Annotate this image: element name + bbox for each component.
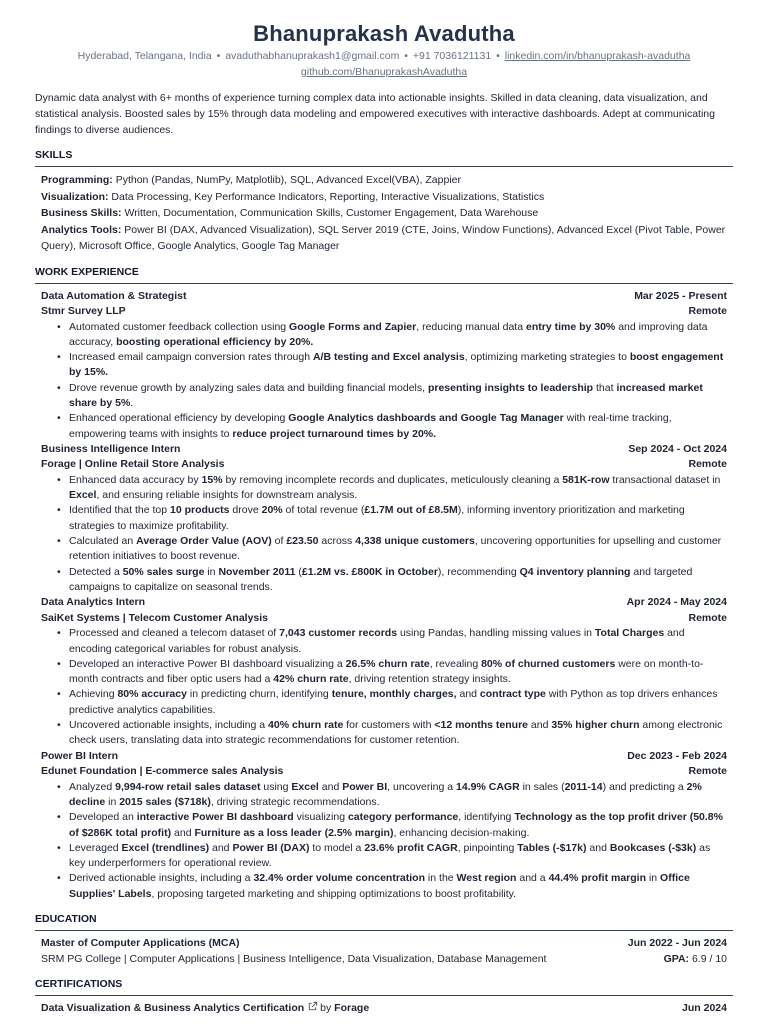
bullet-text: ), informing inventory prioritization and marketing strategies to maximize profitability. bbox=[69, 504, 685, 532]
bullet-text: and bbox=[209, 841, 233, 854]
bullet-item bbox=[69, 841, 727, 872]
bullet-text: , driving retention strategy insights. bbox=[348, 673, 511, 686]
job-title: Power BI Intern bbox=[41, 749, 119, 762]
bullet-text: Increased email campaign conversion rates through bbox=[69, 351, 313, 364]
bullet-text: Processed and cleaned a telecom dataset of bbox=[69, 627, 280, 640]
separator: • bbox=[216, 50, 221, 62]
bullet-highlight: Office Supplies' Labels bbox=[69, 872, 690, 900]
bullet-text: Detected a bbox=[69, 565, 123, 578]
bullet-highlight: A/B testing and Excel analysis bbox=[312, 351, 465, 364]
bullet-text: Automated customer feedback collection using bbox=[69, 320, 290, 333]
job-company: Forage | Online Retail Store Analysis bbox=[41, 458, 225, 471]
bullet-text: among electronic check users, translating data into strategic recommendations for customer retention. bbox=[69, 719, 723, 747]
bullet-item bbox=[69, 565, 727, 596]
bullet-highlight: 14.9% CAGR bbox=[456, 780, 520, 793]
bullet-text: Uncovered actionable insights, including a bbox=[69, 719, 269, 732]
bullet-item bbox=[69, 473, 727, 504]
bullet-item bbox=[69, 534, 727, 565]
separator: • bbox=[404, 50, 408, 62]
bullet-highlight: contract type bbox=[479, 688, 546, 701]
bullet-text: as key underperformers for operational review. bbox=[69, 841, 711, 870]
job-location: Remote bbox=[688, 305, 727, 317]
bullet-text: Leveraged bbox=[69, 841, 122, 854]
bullet-highlight: 15% bbox=[201, 473, 223, 486]
bullet-text: , pinpointing bbox=[457, 841, 518, 854]
bullet-text: using Pandas, handling missing values in bbox=[397, 627, 595, 640]
job-bullets bbox=[41, 626, 727, 748]
bullet-highlight: category performance bbox=[347, 811, 459, 824]
bullet-item bbox=[69, 503, 727, 534]
gpa bbox=[664, 952, 727, 968]
skill-line bbox=[41, 189, 727, 206]
bullet-text: with Python as top drivers enhances predictive analytics capabilities. bbox=[69, 688, 718, 716]
skill-value: Written, Documentation, Communication Skills, Customer Engagement, Data Warehouse bbox=[124, 207, 539, 219]
degree-title: Master of Computer Applications (MCA) bbox=[41, 937, 240, 949]
bullet-text: drove bbox=[229, 504, 262, 517]
job-company: Edunet Foundation | E-commerce sales Analysis bbox=[41, 765, 284, 778]
job-company-row bbox=[41, 304, 727, 320]
skill-label: Visualization: bbox=[41, 190, 109, 203]
bullet-highlight: Average Order Value (AOV) bbox=[136, 535, 272, 548]
bullet-text: , uncovering opportunities for upselling and customer retention initiatives to boost revenue. bbox=[69, 535, 722, 563]
skill-label: Programming: bbox=[41, 174, 113, 186]
bullet-text: , and ensuring reliable insights for downstream analysis. bbox=[96, 489, 358, 502]
gpa-label: GPA: bbox=[663, 952, 690, 965]
bullet-highlight: 4,338 unique customers bbox=[355, 535, 475, 548]
bullet-text: , proposing targeted marketing and shipping optimizations to boost profitability. bbox=[151, 887, 517, 900]
job-company: Stmr Survey LLP bbox=[41, 305, 126, 317]
bullet-highlight: 2011-14 bbox=[564, 780, 603, 793]
bullet-text: , identifying bbox=[458, 811, 515, 824]
bullet-text: Identified that the top bbox=[69, 504, 170, 517]
bullet-text: to model a bbox=[309, 841, 365, 854]
bullet-highlight: 2% decline bbox=[69, 780, 702, 808]
candidate-name: Bhanuprakash Avadutha bbox=[253, 21, 515, 46]
bullet-highlight: tenure, monthly charges, bbox=[331, 688, 457, 701]
bullet-text: with real-time tracking, empowering teams with insights to bbox=[69, 412, 672, 440]
education-dates: Jun 2022 - Jun 2024 bbox=[627, 937, 727, 949]
bullet-text: and bbox=[528, 719, 552, 732]
bullet-text: Enhanced operational efficiency by developing bbox=[69, 412, 289, 425]
bullet-text: that bbox=[593, 381, 617, 394]
job-location: Remote bbox=[688, 765, 727, 778]
bullet-text: and bbox=[318, 780, 343, 793]
bullet-highlight: Google Analytics dashboards and Google Tag Manager bbox=[288, 412, 564, 425]
bullet-highlight: Bookcases (-$3k) bbox=[609, 841, 697, 854]
bullet-highlight: 26.5% churn rate bbox=[345, 657, 430, 670]
job-company-row bbox=[41, 611, 727, 627]
certification-entry bbox=[35, 996, 733, 1017]
bullet-text: and bbox=[586, 841, 610, 854]
bullet-highlight: boost engagement by 15%. bbox=[69, 351, 724, 379]
job-bullets bbox=[41, 473, 727, 595]
bullet-highlight: Tables (-$17k) bbox=[517, 841, 587, 854]
bullet-highlight: £1.2M vs. £800K in October bbox=[301, 565, 438, 578]
certification-by: by bbox=[320, 1002, 332, 1014]
bullet-text: visualizing bbox=[293, 811, 348, 824]
job-entry bbox=[35, 442, 733, 595]
bullet-highlight: Q4 inventory planning bbox=[519, 565, 631, 578]
bullet-text: in bbox=[204, 565, 219, 578]
skill-label: Business Skills: bbox=[41, 207, 122, 219]
bullet-text: , revealing bbox=[429, 657, 482, 670]
bullet-text: and bbox=[456, 688, 480, 701]
bullet-text: for customers with bbox=[343, 719, 435, 732]
bullet-text: in predicting churn, identifying bbox=[186, 688, 332, 701]
education-details: SRM PG College | Computer Applications | Business Intelligence, Data Visualization, Database Management bbox=[41, 952, 547, 965]
job-dates: Mar 2025 - Present bbox=[634, 289, 727, 302]
section-title-skills: SKILLS bbox=[35, 148, 733, 167]
bullet-highlight: 35% higher churn bbox=[551, 719, 640, 732]
bullet-item bbox=[69, 657, 727, 688]
job-dates: Sep 2024 - Oct 2024 bbox=[628, 442, 727, 455]
skill-value: Python (Pandas, NumPy, Matplotlib), SQL, Advanced Excel(VBA), Zappier bbox=[115, 174, 461, 186]
skill-value: Power BI (DAX, Advanced Visualization), SQL Server 2019 (CTE, Joins, Window Functions), Advanced Excel (Pivot Table, Power Query), Microsoft Office, Google Analytics, Google Tag Manager bbox=[41, 223, 726, 252]
bullet-item bbox=[69, 626, 727, 657]
bullet-text: Calculated an bbox=[69, 535, 137, 548]
certification-row bbox=[41, 1001, 727, 1017]
job-title-row bbox=[41, 442, 727, 458]
job-title-row bbox=[41, 749, 727, 765]
bullet-highlight: £1.7M out of £8.5M bbox=[364, 504, 458, 517]
bullet-highlight: entry time by 30% bbox=[525, 320, 616, 333]
bullet-text: and improving data accuracy, bbox=[69, 320, 708, 348]
skill-line bbox=[41, 205, 727, 222]
job-dates: Dec 2023 - Feb 2024 bbox=[627, 749, 727, 762]
bullet-highlight: <12 months tenure bbox=[434, 719, 529, 732]
bullet-item bbox=[69, 320, 727, 351]
bullet-text: , enhancing decision-making. bbox=[393, 826, 530, 839]
section-title-certifications: CERTIFICATIONS bbox=[35, 977, 733, 996]
bullet-text: Enhanced data accuracy by bbox=[69, 473, 202, 486]
bullet-highlight: 80% of churned customers bbox=[481, 657, 616, 670]
bullet-text: and bbox=[171, 826, 195, 839]
education-header-row bbox=[41, 936, 727, 952]
bullet-text: in sales ( bbox=[519, 780, 565, 793]
job-entry bbox=[35, 289, 733, 442]
gpa-value: 6.9 / 10 bbox=[691, 952, 727, 965]
bullet-text: Developed an bbox=[69, 811, 137, 824]
section-title-work: WORK EXPERIENCE bbox=[35, 265, 733, 284]
bullet-text: , driving strategic recommendations. bbox=[210, 795, 380, 808]
job-location: Remote bbox=[688, 458, 727, 471]
certification-issuer: Forage bbox=[334, 1002, 370, 1014]
bullet-text: , optimizing marketing strategies to bbox=[464, 351, 630, 364]
job-entry bbox=[35, 749, 733, 902]
job-company: SaiKet Systems | Telecom Customer Analysis bbox=[41, 611, 269, 624]
bullet-text: in the bbox=[425, 872, 457, 885]
job-company-row bbox=[41, 764, 727, 780]
bullet-item bbox=[69, 687, 727, 718]
bullet-item bbox=[69, 810, 727, 841]
bullet-highlight: 80% accuracy bbox=[117, 688, 187, 701]
bullet-highlight: 10 products bbox=[170, 504, 230, 517]
bullet-text: by removing incomplete records and duplicates, meticulously cleaning a bbox=[222, 473, 563, 486]
bullet-text: and targeted campaigns to capitalize on seasonal trends. bbox=[69, 565, 693, 593]
bullet-highlight: 40% churn rate bbox=[268, 719, 344, 732]
bullet-text: and a bbox=[516, 872, 549, 885]
job-entry bbox=[35, 595, 733, 748]
summary-text: Dynamic data analyst with 6+ months of experience turning complex data into actionable insights. Skilled in data cleaning, data visualization, and statistical analysis. Boosted sales by 15% through data modeling and empowered executives with interactive dashboards. Adept at communicating findings to diverse audiences. bbox=[35, 92, 715, 136]
contact-line bbox=[35, 48, 733, 64]
skill-label: Analytics Tools: bbox=[41, 223, 122, 236]
certification-name[interactable]: Data Visualization & Business Analytics Certification bbox=[41, 1002, 305, 1014]
education-detail-row bbox=[41, 952, 727, 968]
skill-line bbox=[41, 172, 727, 189]
job-company-row bbox=[41, 457, 727, 473]
phone-text: +91 7036121131 bbox=[412, 50, 492, 62]
section-title-education: EDUCATION bbox=[35, 912, 733, 931]
job-bullets bbox=[41, 320, 727, 442]
bullet-item bbox=[69, 350, 727, 381]
bullet-text: ( bbox=[295, 565, 302, 578]
contact-line-2 bbox=[35, 64, 733, 80]
bullet-highlight: 44.4% profit margin bbox=[548, 872, 647, 885]
bullet-highlight: 20% bbox=[261, 504, 283, 517]
external-link-icon[interactable] bbox=[307, 1001, 318, 1012]
certification-line bbox=[41, 1001, 369, 1017]
bullet-text: , reducing manual data bbox=[416, 320, 526, 333]
github-link[interactable]: github.com/BhanuprakashAvadutha bbox=[300, 66, 468, 78]
bullet-text: were on month-to-month contracts and fiber optic users had a bbox=[69, 657, 704, 686]
bullet-text: Analyzed bbox=[69, 780, 116, 793]
job-title-row bbox=[41, 289, 727, 305]
bullet-highlight: 42% churn rate bbox=[273, 673, 349, 686]
bullet-item bbox=[69, 411, 727, 442]
bullet-text: transactional dataset in bbox=[609, 473, 721, 486]
bullet-highlight: 32.4% order volume concentration bbox=[253, 872, 426, 885]
bullet-text: ) and predicting a bbox=[602, 780, 687, 793]
bullet-highlight: interactive Power BI dashboard bbox=[136, 811, 294, 824]
bullet-highlight: Furniture as a loss leader (2.5% margin) bbox=[194, 826, 394, 839]
bullet-highlight: 2015 sales ($718k) bbox=[119, 795, 211, 808]
bullet-highlight: Excel bbox=[291, 780, 319, 793]
bullet-highlight: presenting insights to leadership bbox=[427, 381, 594, 394]
bullet-highlight: West region bbox=[456, 872, 517, 885]
bullet-text: and encoding categorical variables for robust analysis. bbox=[69, 627, 685, 655]
bullet-highlight: Google Forms and Zapier bbox=[289, 320, 417, 333]
bullet-highlight: reduce project turnaround times by 20%. bbox=[232, 427, 437, 440]
bullet-highlight: November 2011 bbox=[218, 565, 296, 578]
education-entry bbox=[35, 931, 733, 967]
bullet-highlight: £23.50 bbox=[286, 535, 319, 548]
bullet-highlight: 7,043 customer records bbox=[279, 627, 398, 640]
bullet-text: in bbox=[646, 872, 661, 885]
job-location: Remote bbox=[688, 611, 727, 624]
bullet-text: of total revenue ( bbox=[282, 504, 365, 517]
bullet-text: using bbox=[260, 780, 292, 793]
skill-value: Data Processing, Key Performance Indicators, Reporting, Interactive Visualizations, Statistics bbox=[111, 190, 545, 203]
skills-list bbox=[35, 167, 733, 255]
bullet-highlight: Total Charges bbox=[594, 627, 665, 640]
bullet-text: Drove revenue growth by analyzing sales data and building financial models, bbox=[69, 381, 428, 394]
job-title: Data Analytics Intern bbox=[41, 596, 146, 609]
bullet-item bbox=[69, 780, 727, 811]
job-dates: Apr 2024 - May 2024 bbox=[626, 596, 727, 609]
skill-line bbox=[41, 222, 727, 255]
bullet-highlight: 23.6% profit CAGR bbox=[364, 841, 458, 854]
bullet-text: , uncovering a bbox=[387, 780, 457, 793]
linkedin-link[interactable]: linkedin.com/in/bhanuprakash-avadutha bbox=[504, 50, 691, 62]
bullet-highlight: Technology as the top profit driver (50.8% of $286K total profit) bbox=[69, 811, 723, 839]
bullet-text: of bbox=[271, 535, 287, 548]
bullet-highlight: Power BI (DAX) bbox=[232, 841, 310, 854]
bullet-item bbox=[69, 718, 727, 749]
job-bullets bbox=[41, 780, 727, 902]
bullet-text: ), recommending bbox=[437, 565, 520, 578]
bullet-highlight: Excel (trendlines) bbox=[121, 841, 210, 854]
bullet-item bbox=[69, 381, 727, 412]
certification-date: Jun 2024 bbox=[682, 1002, 727, 1014]
bullet-highlight: Excel bbox=[69, 489, 97, 502]
bullet-text: across bbox=[318, 535, 356, 548]
bullet-item bbox=[69, 871, 727, 902]
bullet-text: Achieving bbox=[69, 688, 118, 701]
job-title-row bbox=[41, 595, 727, 611]
bullet-highlight: boosting operational efficiency by 20%. bbox=[116, 335, 314, 348]
bullet-highlight: Power BI bbox=[342, 780, 388, 793]
bullet-highlight: 50% sales surge bbox=[122, 565, 205, 578]
bullet-highlight: 9,994-row retail sales dataset bbox=[115, 780, 261, 793]
bullet-text: . bbox=[130, 396, 134, 409]
bullet-text: in bbox=[105, 795, 120, 808]
email-text: avaduthabhanuprakash1@gmail.com bbox=[225, 50, 400, 62]
bullet-text: Derived actionable insights, including a bbox=[69, 872, 254, 885]
bullet-highlight: increased market share by 5% bbox=[69, 381, 703, 409]
job-title: Data Automation & Strategist bbox=[41, 289, 187, 302]
separator: • bbox=[496, 50, 500, 62]
work-experience-list bbox=[35, 289, 733, 903]
bullet-text: Developed an interactive Power BI dashboard visualizing a bbox=[69, 657, 346, 670]
bullet-highlight: 581K-row bbox=[562, 473, 610, 486]
location-text: Hyderabad, Telangana, India bbox=[77, 50, 212, 62]
job-title: Business Intelligence Intern bbox=[41, 442, 181, 455]
